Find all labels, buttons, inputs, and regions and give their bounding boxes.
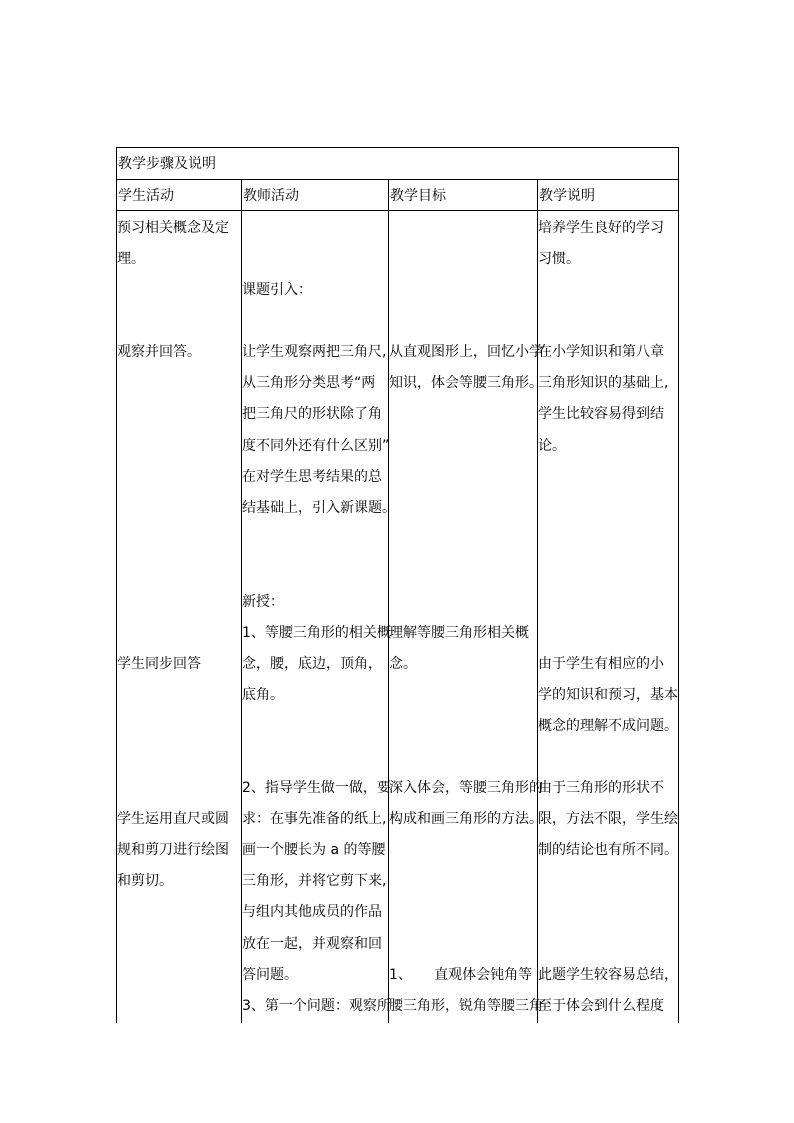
table-title-row bbox=[117, 148, 678, 180]
cell-text: 求：在事先准备的纸上, bbox=[242, 811, 387, 827]
cell-text: 腰三角形，锐角等腰三角 bbox=[389, 998, 543, 1014]
table-title: 教学步骤及说明 bbox=[118, 156, 216, 172]
cell-text: 新授： bbox=[242, 594, 284, 610]
header-teaching-goal: 教学目标 bbox=[390, 188, 446, 204]
cell-text: 念，腰，底边，顶角， bbox=[242, 656, 382, 672]
header-teaching-note: 教学说明 bbox=[539, 188, 595, 204]
cell-text: 底角。 bbox=[242, 687, 284, 703]
cell-text: 论。 bbox=[538, 438, 566, 454]
cell-text: 深入体会，等腰三角形的 bbox=[389, 780, 543, 796]
cell-text: 由于学生有相应的小 bbox=[538, 656, 664, 672]
cell-text: 学生同步回答 bbox=[117, 656, 201, 672]
teaching-steps-table bbox=[116, 147, 679, 1023]
column-divider bbox=[388, 180, 389, 1023]
column-divider bbox=[537, 180, 538, 1023]
cell-text: 把三角尺的形状除了角 bbox=[242, 406, 382, 422]
cell-text: 1、等腰三角形的相关概 bbox=[242, 625, 391, 641]
cell-text: 理。 bbox=[117, 251, 145, 267]
cell-text: 三角形，并将它剪下来, bbox=[242, 873, 387, 889]
cell-text: 学生比较容易得到结 bbox=[538, 406, 664, 422]
cell-text: 在小学知识和第八章 bbox=[538, 344, 664, 360]
cell-text: 2、指导学生做一做，要 bbox=[242, 780, 391, 796]
cell-text: 1、 直观体会钝角等 bbox=[389, 967, 533, 983]
cell-text: 限，方法不限，学生绘 bbox=[538, 811, 678, 827]
cell-text: 画一个腰长为 a 的等腰 bbox=[242, 842, 386, 858]
cell-text: 度不同外还有什么区别” bbox=[242, 438, 390, 454]
cell-text: 从直观图形上，回忆小学 bbox=[389, 344, 543, 360]
cell-text: 放在一起，并观察和回 bbox=[242, 936, 382, 952]
cell-text: 学生运用直尺或圆 bbox=[117, 811, 229, 827]
cell-text: 三角形知识的基础上, bbox=[538, 375, 669, 391]
cell-text: 理解等腰三角形相关概 bbox=[389, 625, 529, 641]
header-teacher-activity: 教师活动 bbox=[243, 188, 299, 204]
cell-text: 结基础上，引入新课题。 bbox=[242, 500, 396, 516]
cell-text: 答问题。 bbox=[242, 967, 298, 983]
cell-text: 由于三角形的形状不 bbox=[538, 780, 664, 796]
header-student-activity: 学生活动 bbox=[118, 188, 174, 204]
cell-text: 构成和画三角形的方法。 bbox=[389, 811, 543, 827]
cell-text: 3、第一个问题：观察所 bbox=[242, 998, 391, 1014]
cell-text: 至于体会到什么程度 bbox=[538, 998, 664, 1014]
cell-text: 培养学生良好的学习 bbox=[538, 220, 664, 236]
table-header-row bbox=[117, 180, 678, 211]
cell-text: 此题学生较容易总结， bbox=[538, 967, 678, 983]
cell-text: 与组内其他成员的作品 bbox=[242, 904, 382, 920]
cell-text: 制的结论也有所不同。 bbox=[538, 842, 678, 858]
cell-text: 预习相关概念及定 bbox=[117, 220, 229, 236]
cell-text: 念。 bbox=[389, 656, 417, 672]
cell-text: 和剪切。 bbox=[117, 873, 173, 889]
cell-text: 课题引入： bbox=[242, 282, 312, 298]
cell-text: 习惯。 bbox=[538, 251, 580, 267]
cell-text: 概念的理解不成问题。 bbox=[538, 718, 678, 734]
cell-text: 让学生观察两把三角尺, bbox=[242, 344, 387, 360]
cell-text: 规和剪刀进行绘图 bbox=[117, 842, 229, 858]
cell-text: 学的知识和预习，基本 bbox=[538, 687, 678, 703]
cell-text: 在对学生思考结果的总 bbox=[242, 469, 382, 485]
cell-text: 从三角形分类思考“两 bbox=[242, 375, 376, 391]
cell-text: 观察并回答。 bbox=[117, 344, 201, 360]
cell-text: 知识，体会等腰三角形。 bbox=[389, 375, 543, 391]
